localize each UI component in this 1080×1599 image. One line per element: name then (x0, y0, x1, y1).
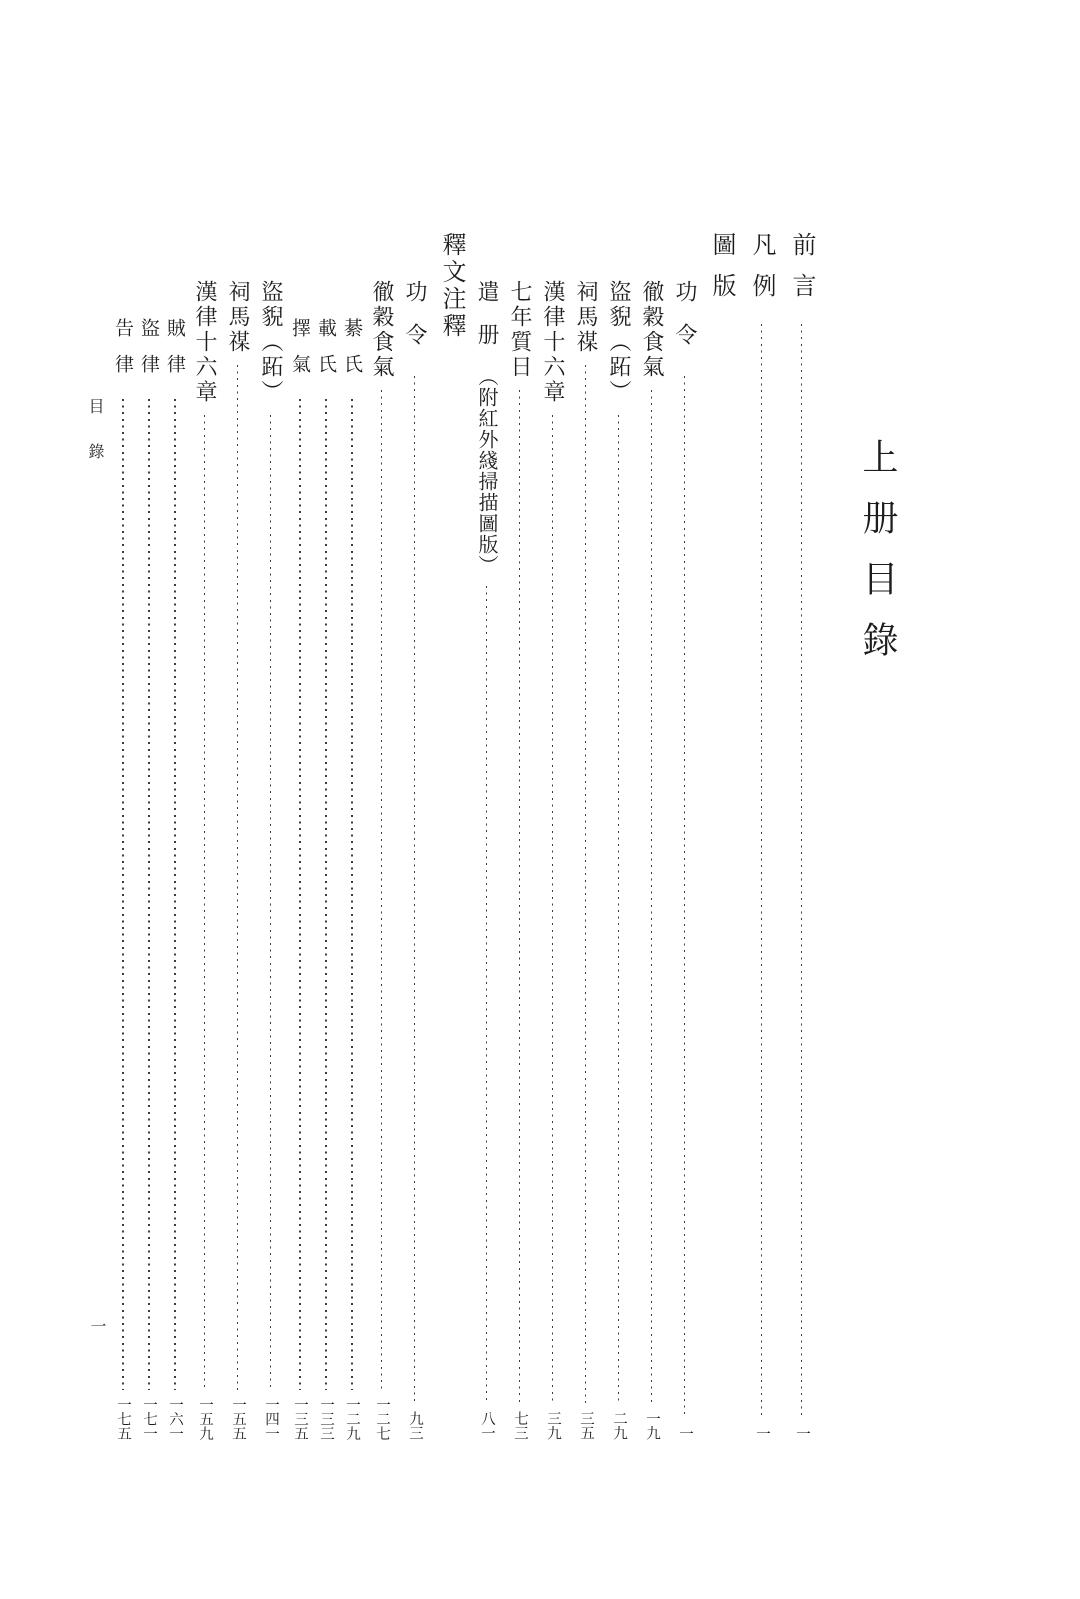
toc-subentry (110, 232, 136, 1440)
toc-page-number: 八一 (479, 1411, 495, 1440)
toc-section-header (435, 232, 468, 1440)
toc-subentry (162, 232, 188, 1440)
dotted-leader (351, 399, 353, 1389)
toc-entry (745, 232, 778, 1440)
dotted-leader (651, 390, 653, 1404)
toc-entry-title: 載氏 (315, 318, 337, 390)
dotted-leader (237, 365, 239, 1390)
toc-flow (110, 232, 900, 1440)
toc-entry (254, 232, 287, 1440)
dotted-leader (174, 399, 176, 1389)
toc-entry (536, 232, 569, 1440)
toc-entry-title: 盜貎（跖） (606, 280, 631, 405)
dotted-leader (519, 390, 521, 1404)
toc-entry-title: 漢律十六章 (192, 280, 217, 405)
toc-subentry (339, 232, 365, 1440)
toc-entry-title: 徹穀食氣 (369, 280, 394, 380)
toc-entry-title: 告律 (112, 318, 134, 390)
toc-entry (398, 232, 431, 1440)
toc-section-title: 釋文注釋 (438, 232, 466, 340)
toc-entry-title: 祠馬禖 (225, 280, 250, 355)
toc-page-number: 一二九 (344, 1396, 360, 1440)
dotted-leader (204, 415, 206, 1390)
toc-entry (365, 232, 398, 1440)
toc-entry-title: 盜貎（跖） (258, 280, 283, 405)
dotted-leader (801, 324, 803, 1419)
dotted-leader (270, 415, 272, 1390)
toc-page-number: 三九 (545, 1411, 561, 1440)
toc-entry (503, 232, 536, 1440)
toc-page-number: 一六一 (167, 1396, 183, 1440)
toc-page-number: 二九 (611, 1411, 627, 1440)
toc-entry-title: 擇氣 (289, 318, 311, 390)
toc-page-number: 一三三 (318, 1396, 334, 1440)
toc-entry-note: （附紅外綫掃描圖版） (475, 365, 499, 576)
toc-section-header (705, 232, 738, 1440)
toc-entry-title: 綦氏 (341, 318, 363, 390)
toc-entry-title: 七年質日 (507, 280, 532, 380)
toc-page-number: 一 (677, 1425, 693, 1440)
toc-page-number: 九三 (407, 1411, 423, 1440)
toc-page-number: 一 (754, 1425, 770, 1440)
toc-entry (668, 232, 701, 1440)
toc-page-number: 一二七 (374, 1396, 390, 1440)
toc-entry (785, 232, 818, 1440)
dotted-leader (761, 324, 763, 1419)
toc-section-title: 圖版 (708, 232, 736, 314)
toc-entry-title: 功令 (402, 280, 427, 366)
toc-entry-title: 功令 (672, 280, 697, 366)
toc-entry (470, 232, 503, 1440)
toc-entry (602, 232, 635, 1440)
toc-page-number: 一七五 (115, 1396, 131, 1440)
toc-entry-title: 徹穀食氣 (639, 280, 664, 380)
toc-subentry (287, 232, 313, 1440)
toc-entry-title: 漢律十六章 (540, 280, 565, 405)
dotted-leader (148, 399, 150, 1389)
dotted-leader (381, 390, 383, 1390)
dotted-leader (552, 415, 554, 1404)
dotted-leader (414, 376, 416, 1404)
toc-entry-title: 凡例 (748, 232, 776, 314)
toc-subentry (136, 232, 162, 1440)
toc-entry (188, 232, 221, 1440)
toc-entry-title: 前言 (788, 232, 816, 314)
toc-page-number: 一五九 (197, 1396, 213, 1440)
toc-entry (569, 232, 602, 1440)
dotted-leader (325, 399, 327, 1389)
toc-entry-title: 賊律 (164, 318, 186, 390)
toc-subentry (313, 232, 339, 1440)
toc-entry-title: 祠馬禖 (573, 280, 598, 355)
toc-page-number: 一 (794, 1425, 810, 1440)
toc-page-number: 一三五 (292, 1396, 308, 1440)
toc-entry (635, 232, 668, 1440)
folio-page-number: 一 (88, 1318, 107, 1334)
volume-title: 上册目錄 (857, 438, 898, 682)
dotted-leader (122, 399, 124, 1389)
dotted-leader (486, 586, 488, 1404)
toc-page-number: 一九 (644, 1411, 660, 1440)
toc-page-number: 一七一 (141, 1396, 157, 1440)
toc-page-number: 三五 (578, 1411, 594, 1440)
toc-page-number: 七三 (512, 1411, 528, 1440)
toc-entry-title: 遣册 (474, 280, 499, 366)
dotted-leader (618, 415, 620, 1404)
dotted-leader (299, 399, 301, 1389)
toc-entry-title: 盜律 (138, 318, 160, 390)
toc-page-number: 一四一 (263, 1396, 279, 1440)
dotted-leader (684, 376, 686, 1419)
running-head: 目錄 (86, 398, 105, 488)
toc-entry (221, 232, 254, 1440)
dotted-leader (585, 365, 587, 1404)
toc-page-number: 一五五 (230, 1396, 246, 1440)
